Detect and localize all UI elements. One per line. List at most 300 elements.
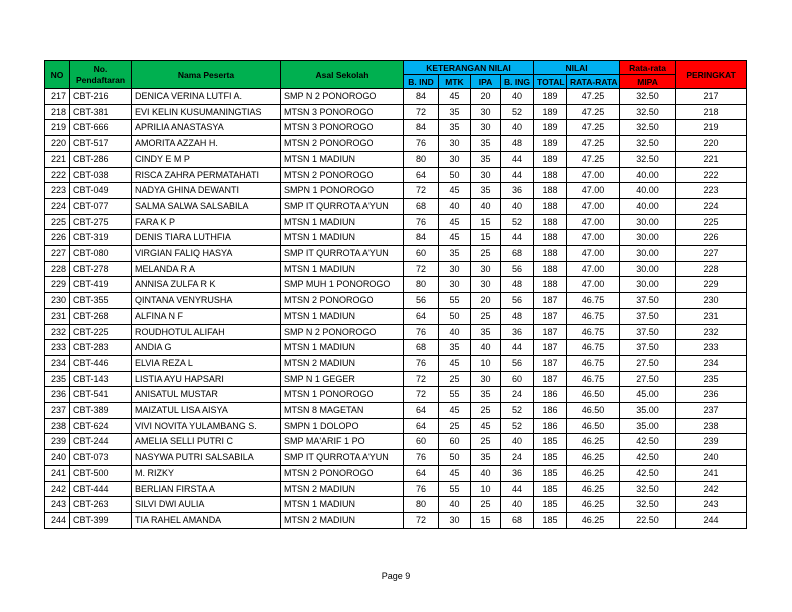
cell-mtk: 50	[439, 450, 471, 466]
cell-asal-sekolah: SMP N 2 PONOROGO	[281, 89, 404, 105]
cell-peringkat: 218	[676, 104, 747, 120]
cell-no: 226	[45, 230, 70, 246]
cell-rata-rata-mipa: 40.00	[620, 167, 676, 183]
cell-asal-sekolah: MTSN 1 PONOROGO	[281, 387, 404, 403]
cell-no-pendaftaran: CBT-263	[70, 497, 132, 513]
cell-peringkat: 240	[676, 450, 747, 466]
cell-b-ing: 24	[501, 450, 534, 466]
cell-b-ind: 76	[404, 481, 439, 497]
cell-b-ind: 60	[404, 434, 439, 450]
cell-total: 189	[534, 104, 567, 120]
table-row	[45, 214, 747, 230]
cell-ipa: 15	[471, 512, 501, 528]
cell-b-ing: 48	[501, 136, 534, 152]
cell-ipa: 30	[471, 261, 501, 277]
cell-b-ing: 40	[501, 120, 534, 136]
cell-nama-peserta: VIVI NOVITA YULAMBANG S.	[132, 418, 281, 434]
cell-total: 187	[534, 371, 567, 387]
cell-nama-peserta: ROUDHOTUL ALIFAH	[132, 324, 281, 340]
cell-ipa: 30	[471, 120, 501, 136]
cell-asal-sekolah: MTSN 2 MADIUN	[281, 512, 404, 528]
cell-total: 186	[534, 418, 567, 434]
table-row	[45, 120, 747, 136]
cell-total: 188	[534, 261, 567, 277]
cell-peringkat: 238	[676, 418, 747, 434]
table-row	[45, 371, 747, 387]
cell-mtk: 40	[439, 324, 471, 340]
cell-rata-rata: 47.00	[567, 277, 620, 293]
cell-ipa: 25	[471, 308, 501, 324]
cell-peringkat: 243	[676, 497, 747, 513]
cell-nama-peserta: RISCA ZAHRA PERMATAHATI	[132, 167, 281, 183]
cell-no: 217	[45, 89, 70, 105]
cell-no-pendaftaran: CBT-517	[70, 136, 132, 152]
cell-no-pendaftaran: CBT-275	[70, 214, 132, 230]
cell-asal-sekolah: MTSN 3 PONOROGO	[281, 120, 404, 136]
cell-rata-rata: 47.25	[567, 104, 620, 120]
cell-mtk: 55	[439, 481, 471, 497]
cell-no-pendaftaran: CBT-049	[70, 183, 132, 199]
cell-rata-rata-mipa: 32.50	[620, 481, 676, 497]
cell-ipa: 10	[471, 481, 501, 497]
cell-no: 238	[45, 418, 70, 434]
header-keterangan-nilai: KETERANGAN NILAI	[404, 61, 534, 75]
cell-asal-sekolah: MTSN 1 MADIUN	[281, 340, 404, 356]
cell-no-pendaftaran: CBT-355	[70, 293, 132, 309]
cell-nama-peserta: MAIZATUL LISA AISYA	[132, 403, 281, 419]
cell-no-pendaftaran: CBT-073	[70, 450, 132, 466]
cell-ipa: 35	[471, 151, 501, 167]
cell-total: 189	[534, 89, 567, 105]
cell-ipa: 20	[471, 89, 501, 105]
cell-no: 232	[45, 324, 70, 340]
cell-ipa: 15	[471, 214, 501, 230]
cell-ipa: 25	[471, 497, 501, 513]
table-row	[45, 136, 747, 152]
cell-nama-peserta: NASYWA PUTRI SALSABILA	[132, 450, 281, 466]
cell-peringkat: 220	[676, 136, 747, 152]
cell-mtk: 35	[439, 120, 471, 136]
cell-no-pendaftaran: CBT-624	[70, 418, 132, 434]
cell-no: 240	[45, 450, 70, 466]
cell-b-ind: 64	[404, 418, 439, 434]
cell-rata-rata: 46.25	[567, 434, 620, 450]
cell-nama-peserta: SALMA SALWA SALSABILA	[132, 198, 281, 214]
cell-rata-rata-mipa: 30.00	[620, 246, 676, 262]
cell-b-ing: 24	[501, 387, 534, 403]
cell-b-ing: 40	[501, 89, 534, 105]
cell-ipa: 20	[471, 293, 501, 309]
cell-asal-sekolah: SMP IT QURROTA A'YUN	[281, 198, 404, 214]
cell-no-pendaftaran: CBT-666	[70, 120, 132, 136]
cell-peringkat: 236	[676, 387, 747, 403]
cell-asal-sekolah: SMP MUH 1 PONOROGO	[281, 277, 404, 293]
cell-nama-peserta: AMORITA AZZAH H.	[132, 136, 281, 152]
cell-peringkat: 224	[676, 198, 747, 214]
cell-peringkat: 223	[676, 183, 747, 199]
cell-b-ing: 36	[501, 465, 534, 481]
table-row	[45, 167, 747, 183]
cell-no-pendaftaran: CBT-278	[70, 261, 132, 277]
header-peringkat: PERINGKAT	[676, 61, 747, 89]
cell-mtk: 35	[439, 246, 471, 262]
ranking-table	[44, 60, 747, 529]
cell-no: 236	[45, 387, 70, 403]
cell-no-pendaftaran: CBT-319	[70, 230, 132, 246]
cell-no-pendaftaran: CBT-038	[70, 167, 132, 183]
cell-mtk: 50	[439, 167, 471, 183]
cell-b-ind: 80	[404, 151, 439, 167]
cell-no-pendaftaran: CBT-143	[70, 371, 132, 387]
table-row	[45, 403, 747, 419]
cell-b-ing: 36	[501, 183, 534, 199]
cell-ipa: 10	[471, 355, 501, 371]
cell-total: 187	[534, 340, 567, 356]
cell-b-ing: 48	[501, 308, 534, 324]
cell-mtk: 45	[439, 465, 471, 481]
cell-b-ind: 68	[404, 198, 439, 214]
cell-b-ind: 76	[404, 355, 439, 371]
cell-no: 219	[45, 120, 70, 136]
cell-b-ing: 68	[501, 246, 534, 262]
cell-b-ind: 64	[404, 167, 439, 183]
cell-b-ing: 68	[501, 512, 534, 528]
cell-mtk: 30	[439, 277, 471, 293]
cell-total: 187	[534, 355, 567, 371]
cell-rata-rata-mipa: 40.00	[620, 183, 676, 199]
cell-ipa: 45	[471, 418, 501, 434]
table-body	[45, 89, 747, 529]
cell-b-ing: 52	[501, 403, 534, 419]
cell-asal-sekolah: SMPN 1 PONOROGO	[281, 183, 404, 199]
cell-asal-sekolah: SMP IT QURROTA A'YUN	[281, 246, 404, 262]
table-row	[45, 104, 747, 120]
header-nilai: NILAI	[534, 61, 620, 75]
cell-asal-sekolah: MTSN 1 MADIUN	[281, 230, 404, 246]
cell-peringkat: 222	[676, 167, 747, 183]
cell-rata-rata: 47.00	[567, 167, 620, 183]
cell-ipa: 40	[471, 340, 501, 356]
cell-rata-rata: 47.00	[567, 214, 620, 230]
table-row	[45, 465, 747, 481]
cell-asal-sekolah: SMP IT QURROTA A'YUN	[281, 450, 404, 466]
cell-no: 227	[45, 246, 70, 262]
cell-total: 185	[534, 450, 567, 466]
cell-total: 185	[534, 497, 567, 513]
cell-b-ing: 36	[501, 324, 534, 340]
cell-total: 185	[534, 512, 567, 528]
cell-no-pendaftaran: CBT-244	[70, 434, 132, 450]
cell-rata-rata-mipa: 40.00	[620, 198, 676, 214]
header-rata-rata-mipa-top: Rata-rata	[620, 61, 676, 75]
cell-no-pendaftaran: CBT-283	[70, 340, 132, 356]
cell-nama-peserta: LISTIA AYU HAPSARI	[132, 371, 281, 387]
cell-b-ind: 72	[404, 261, 439, 277]
cell-rata-rata: 46.50	[567, 418, 620, 434]
cell-mtk: 45	[439, 230, 471, 246]
cell-rata-rata: 46.75	[567, 293, 620, 309]
cell-asal-sekolah: MTSN 1 MADIUN	[281, 151, 404, 167]
cell-no: 239	[45, 434, 70, 450]
cell-peringkat: 225	[676, 214, 747, 230]
cell-rata-rata: 46.75	[567, 308, 620, 324]
cell-mtk: 30	[439, 151, 471, 167]
cell-no: 223	[45, 183, 70, 199]
cell-rata-rata-mipa: 30.00	[620, 214, 676, 230]
table-row	[45, 261, 747, 277]
cell-nama-peserta: BERLIAN FIRSTA A	[132, 481, 281, 497]
header-ipa: IPA	[471, 75, 501, 89]
cell-ipa: 40	[471, 465, 501, 481]
cell-rata-rata: 47.25	[567, 151, 620, 167]
cell-b-ing: 44	[501, 481, 534, 497]
cell-rata-rata-mipa: 35.00	[620, 403, 676, 419]
cell-no-pendaftaran: CBT-216	[70, 89, 132, 105]
cell-total: 186	[534, 403, 567, 419]
cell-ipa: 35	[471, 136, 501, 152]
cell-no: 237	[45, 403, 70, 419]
cell-rata-rata: 46.50	[567, 403, 620, 419]
cell-nama-peserta: CINDY E M P	[132, 151, 281, 167]
cell-nama-peserta: DENIS TIARA LUTHFIA	[132, 230, 281, 246]
cell-mtk: 45	[439, 355, 471, 371]
cell-asal-sekolah: MTSN 1 MADIUN	[281, 308, 404, 324]
cell-no: 218	[45, 104, 70, 120]
header-asal-sekolah: Asal Sekolah	[281, 61, 404, 89]
cell-rata-rata-mipa: 32.50	[620, 497, 676, 513]
table-row	[45, 324, 747, 340]
cell-b-ing: 44	[501, 151, 534, 167]
cell-mtk: 40	[439, 198, 471, 214]
cell-total: 188	[534, 230, 567, 246]
cell-asal-sekolah: MTSN 1 MADIUN	[281, 497, 404, 513]
header-no-pendaftaran-line2: Pendaftaran	[75, 74, 126, 85]
cell-rata-rata: 47.25	[567, 120, 620, 136]
header-rata-rata: RATA-RATA	[567, 75, 620, 89]
cell-b-ind: 72	[404, 512, 439, 528]
header-no: NO	[45, 61, 70, 89]
cell-b-ind: 72	[404, 183, 439, 199]
cell-b-ind: 60	[404, 246, 439, 262]
cell-rata-rata-mipa: 30.00	[620, 230, 676, 246]
cell-no-pendaftaran: CBT-500	[70, 465, 132, 481]
cell-mtk: 45	[439, 214, 471, 230]
cell-b-ind: 72	[404, 387, 439, 403]
cell-mtk: 30	[439, 512, 471, 528]
header-mtk: MTK	[439, 75, 471, 89]
cell-rata-rata-mipa: 35.00	[620, 418, 676, 434]
cell-rata-rata: 46.25	[567, 481, 620, 497]
cell-rata-rata-mipa: 37.50	[620, 293, 676, 309]
header-b-ing: B. ING	[501, 75, 534, 89]
cell-no-pendaftaran: CBT-381	[70, 104, 132, 120]
cell-rata-rata: 46.75	[567, 340, 620, 356]
cell-nama-peserta: M. RIZKY	[132, 465, 281, 481]
header-b-ind: B. IND	[404, 75, 439, 89]
cell-total: 188	[534, 198, 567, 214]
cell-nama-peserta: ANNISA ZULFA R K	[132, 277, 281, 293]
cell-mtk: 25	[439, 371, 471, 387]
cell-total: 188	[534, 167, 567, 183]
header-no-pendaftaran	[70, 61, 132, 89]
cell-rata-rata-mipa: 32.50	[620, 120, 676, 136]
cell-peringkat: 229	[676, 277, 747, 293]
table-row	[45, 246, 747, 262]
cell-b-ind: 72	[404, 371, 439, 387]
cell-b-ing: 48	[501, 277, 534, 293]
table-row	[45, 183, 747, 199]
cell-asal-sekolah: MTSN 1 MADIUN	[281, 214, 404, 230]
cell-total: 189	[534, 120, 567, 136]
cell-mtk: 55	[439, 293, 471, 309]
cell-rata-rata: 47.00	[567, 183, 620, 199]
cell-no: 225	[45, 214, 70, 230]
cell-b-ing: 40	[501, 434, 534, 450]
cell-no-pendaftaran: CBT-446	[70, 355, 132, 371]
cell-ipa: 25	[471, 434, 501, 450]
cell-rata-rata-mipa: 37.50	[620, 324, 676, 340]
cell-ipa: 25	[471, 403, 501, 419]
table-row	[45, 387, 747, 403]
cell-rata-rata-mipa: 42.50	[620, 434, 676, 450]
table-row	[45, 418, 747, 434]
cell-rata-rata: 46.25	[567, 450, 620, 466]
cell-rata-rata: 46.50	[567, 387, 620, 403]
table-row	[45, 293, 747, 309]
cell-b-ing: 44	[501, 340, 534, 356]
cell-b-ind: 84	[404, 230, 439, 246]
cell-total: 188	[534, 277, 567, 293]
cell-total: 188	[534, 246, 567, 262]
cell-rata-rata-mipa: 32.50	[620, 151, 676, 167]
cell-rata-rata-mipa: 32.50	[620, 136, 676, 152]
cell-total: 189	[534, 151, 567, 167]
cell-b-ind: 64	[404, 465, 439, 481]
cell-nama-peserta: SILVI DWI AULIA	[132, 497, 281, 513]
cell-b-ind: 76	[404, 450, 439, 466]
cell-b-ing: 56	[501, 261, 534, 277]
cell-no: 220	[45, 136, 70, 152]
cell-no: 230	[45, 293, 70, 309]
cell-rata-rata: 46.75	[567, 371, 620, 387]
cell-mtk: 45	[439, 183, 471, 199]
cell-ipa: 25	[471, 246, 501, 262]
cell-asal-sekolah: MTSN 2 PONOROGO	[281, 465, 404, 481]
cell-nama-peserta: NADYA GHINA DEWANTI	[132, 183, 281, 199]
cell-no: 224	[45, 198, 70, 214]
cell-peringkat: 226	[676, 230, 747, 246]
table-row	[45, 434, 747, 450]
cell-b-ing: 44	[501, 230, 534, 246]
cell-b-ind: 68	[404, 340, 439, 356]
cell-nama-peserta: ELVIA REZA L	[132, 355, 281, 371]
cell-ipa: 30	[471, 277, 501, 293]
cell-no: 241	[45, 465, 70, 481]
cell-asal-sekolah: MTSN 1 MADIUN	[281, 261, 404, 277]
table-row	[45, 151, 747, 167]
cell-rata-rata-mipa: 27.50	[620, 371, 676, 387]
cell-total: 186	[534, 387, 567, 403]
table-row	[45, 481, 747, 497]
cell-total: 189	[534, 136, 567, 152]
cell-mtk: 60	[439, 434, 471, 450]
cell-peringkat: 244	[676, 512, 747, 528]
cell-rata-rata: 47.25	[567, 89, 620, 105]
table-row	[45, 512, 747, 528]
cell-no-pendaftaran: CBT-268	[70, 308, 132, 324]
cell-b-ind: 76	[404, 136, 439, 152]
cell-asal-sekolah: MTSN 2 PONOROGO	[281, 293, 404, 309]
cell-no: 243	[45, 497, 70, 513]
cell-peringkat: 233	[676, 340, 747, 356]
cell-no: 221	[45, 151, 70, 167]
cell-b-ing: 44	[501, 167, 534, 183]
cell-nama-peserta: VIRGIAN FALIQ HASYA	[132, 246, 281, 262]
table-row	[45, 450, 747, 466]
cell-nama-peserta: APRILIA ANASTASYA	[132, 120, 281, 136]
cell-total: 188	[534, 214, 567, 230]
cell-b-ind: 84	[404, 89, 439, 105]
cell-no-pendaftaran: CBT-541	[70, 387, 132, 403]
cell-rata-rata: 47.00	[567, 246, 620, 262]
cell-rata-rata-mipa: 37.50	[620, 308, 676, 324]
cell-asal-sekolah: SMP N 1 GEGER	[281, 371, 404, 387]
cell-no: 229	[45, 277, 70, 293]
table-row	[45, 355, 747, 371]
cell-b-ind: 80	[404, 277, 439, 293]
cell-peringkat: 234	[676, 355, 747, 371]
cell-b-ind: 64	[404, 403, 439, 419]
cell-total: 188	[534, 183, 567, 199]
cell-no-pendaftaran: CBT-399	[70, 512, 132, 528]
cell-b-ing: 52	[501, 418, 534, 434]
header-total: TOTAL	[534, 75, 567, 89]
cell-peringkat: 239	[676, 434, 747, 450]
cell-rata-rata: 46.25	[567, 465, 620, 481]
cell-ipa: 30	[471, 371, 501, 387]
cell-no-pendaftaran: CBT-389	[70, 403, 132, 419]
cell-mtk: 35	[439, 340, 471, 356]
cell-ipa: 30	[471, 167, 501, 183]
cell-b-ind: 76	[404, 324, 439, 340]
cell-ipa: 35	[471, 387, 501, 403]
cell-no-pendaftaran: CBT-077	[70, 198, 132, 214]
cell-rata-rata: 46.25	[567, 512, 620, 528]
cell-no: 242	[45, 481, 70, 497]
header-no-pendaftaran-line1: No.	[93, 63, 108, 74]
cell-no-pendaftaran: CBT-225	[70, 324, 132, 340]
cell-peringkat: 217	[676, 89, 747, 105]
cell-b-ind: 76	[404, 214, 439, 230]
table-row	[45, 230, 747, 246]
cell-b-ing: 40	[501, 497, 534, 513]
cell-no-pendaftaran: CBT-286	[70, 151, 132, 167]
cell-nama-peserta: ANDIA G	[132, 340, 281, 356]
cell-rata-rata-mipa: 30.00	[620, 277, 676, 293]
cell-peringkat: 235	[676, 371, 747, 387]
cell-ipa: 40	[471, 198, 501, 214]
cell-ipa: 35	[471, 324, 501, 340]
cell-nama-peserta: DENICA VERINA LUTFI A.	[132, 89, 281, 105]
cell-asal-sekolah: SMPN 1 DOLOPO	[281, 418, 404, 434]
cell-nama-peserta: TIA RAHEL AMANDA	[132, 512, 281, 528]
cell-mtk: 45	[439, 89, 471, 105]
cell-peringkat: 241	[676, 465, 747, 481]
cell-nama-peserta: QINTANA VENYRUSHA	[132, 293, 281, 309]
cell-no: 244	[45, 512, 70, 528]
header-nama-peserta: Nama Peserta	[132, 61, 281, 89]
cell-total: 185	[534, 465, 567, 481]
